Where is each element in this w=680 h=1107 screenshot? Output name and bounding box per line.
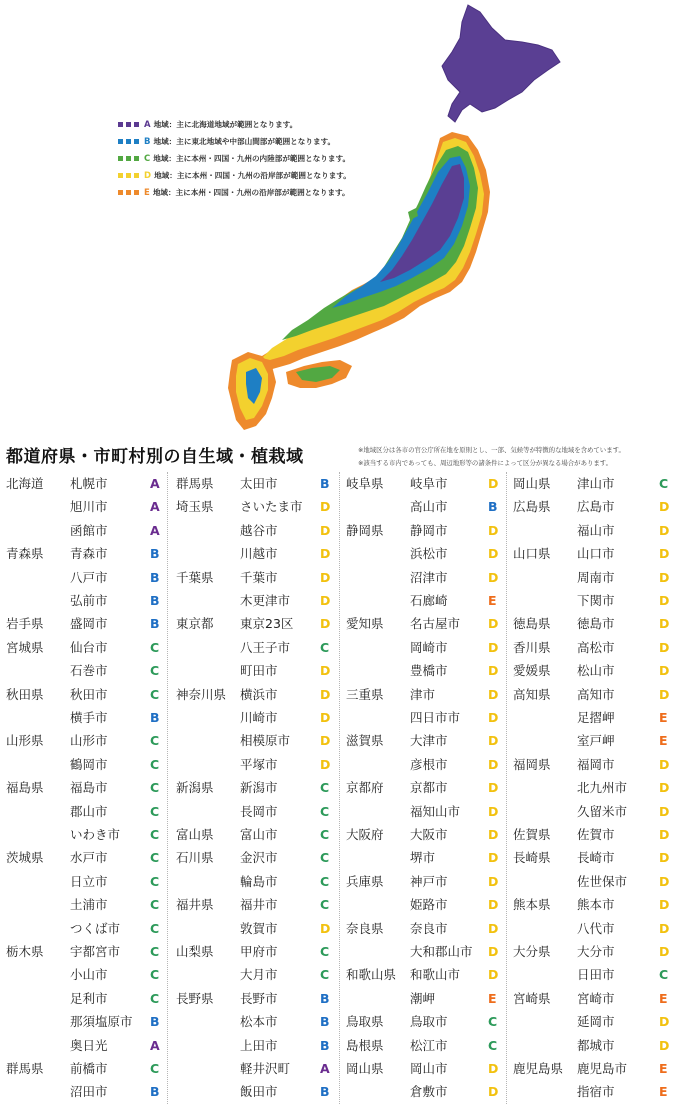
region-code: B	[320, 990, 330, 1006]
page-title: 都道府県・市町村別の自生域・植栽域	[6, 447, 304, 467]
city-name: 久留米市	[577, 803, 628, 819]
region-code: D	[659, 850, 670, 866]
region-code: D	[659, 897, 670, 913]
region-code: C	[150, 756, 160, 772]
legend-code: C	[144, 153, 151, 164]
region-code: B	[488, 499, 498, 515]
region-code: D	[488, 1084, 499, 1100]
city-name: 軽井沢町	[240, 1061, 291, 1076]
legend-item	[118, 184, 351, 201]
prefecture-name: 岡山県	[346, 1061, 384, 1076]
region-code: E	[659, 710, 668, 725]
region-code: A	[150, 522, 160, 538]
city-name: 鳥取市	[410, 1014, 448, 1030]
city-name: 浜松市	[410, 546, 448, 562]
region-code: D	[659, 546, 670, 562]
region-code: D	[320, 593, 331, 608]
city-name: 上田市	[240, 1037, 278, 1053]
city-name: 石廊崎	[410, 593, 448, 608]
region-code: B	[150, 569, 160, 585]
region-code: D	[488, 803, 499, 819]
prefecture-name: 山形県	[6, 733, 44, 749]
prefecture-name: 北海道	[6, 476, 44, 491]
prefecture-name: 広島県	[513, 499, 551, 515]
city-name: 広島市	[577, 499, 615, 515]
region-code: D	[488, 944, 499, 959]
column-divider	[339, 472, 340, 1104]
city-name: 足利市	[70, 990, 108, 1006]
city-name: 青森市	[70, 546, 108, 562]
legend-label: 地域：主に本州・四国・九州の内陸部が範囲となります。	[153, 154, 351, 163]
city-name: 潮岬	[410, 990, 436, 1006]
region-code: A	[320, 1061, 330, 1076]
note-line: ※該当する市内であっても、周辺地形等の諸条件によって区分が異なる場合があります。	[358, 459, 613, 467]
region-code: B	[320, 1084, 330, 1100]
region-code: D	[488, 616, 499, 632]
city-name: 鹿児島市	[577, 1061, 628, 1076]
city-name: 千葉市	[240, 569, 278, 585]
city-name: 沼津市	[410, 569, 448, 585]
region-code: C	[659, 967, 669, 983]
prefecture-name: 秋田県	[6, 686, 44, 702]
region-code: D	[659, 522, 670, 538]
region-code: B	[320, 1014, 330, 1030]
city-name: 山口市	[577, 546, 615, 562]
city-name: 京都市	[410, 780, 448, 796]
city-name: 北九州市	[577, 780, 628, 796]
city-name: 津市	[410, 686, 436, 702]
prefecture-name: 滋賀県	[346, 733, 384, 749]
region-code: D	[659, 569, 670, 585]
city-name: 横浜市	[240, 686, 278, 702]
city-name: 敦賀市	[240, 920, 278, 936]
legend-code: A	[144, 119, 151, 130]
region-code: D	[488, 476, 499, 491]
legend-code: B	[144, 136, 151, 147]
legend-item	[118, 167, 351, 184]
city-name: 豊橋市	[410, 663, 448, 679]
legend-label: 地域：主に東北地域や中部山間部が範囲となります。	[153, 137, 336, 146]
region-code: D	[320, 686, 331, 702]
city-name: 東京23区	[240, 616, 294, 632]
column-divider	[506, 472, 507, 1104]
city-name: 川越市	[240, 546, 278, 562]
city-name: 札幌市	[70, 476, 108, 491]
region-code: C	[150, 1061, 160, 1076]
prefecture-name: 鳥取県	[346, 1014, 384, 1030]
region-code: D	[659, 780, 670, 796]
city-name: 松江市	[410, 1037, 448, 1053]
city-name: 沼田市	[70, 1084, 108, 1100]
region-code: D	[659, 616, 670, 632]
region-code: D	[320, 756, 331, 772]
region-code: C	[150, 827, 160, 842]
city-name: 奥日光	[70, 1037, 108, 1053]
city-name: 弘前市	[70, 593, 108, 608]
city-name: 大阪市	[410, 827, 448, 842]
prefecture-name: 千葉県	[176, 569, 214, 585]
city-name: 大和郡山市	[410, 944, 473, 959]
prefecture-name: 大阪府	[346, 827, 384, 842]
city-name: 延岡市	[577, 1014, 615, 1030]
prefecture-name: 徳島県	[513, 616, 551, 632]
city-name: 郡山市	[70, 803, 108, 819]
notes	[358, 444, 625, 470]
city-name: 仙台市	[70, 639, 108, 655]
prefecture-name: 高知県	[513, 686, 551, 702]
region-code: D	[659, 499, 670, 515]
city-name: 大分市	[577, 944, 615, 959]
city-name: 八戸市	[70, 569, 108, 585]
legend-swatch	[118, 139, 139, 144]
region-code: D	[659, 1037, 670, 1053]
city-name: 福山市	[577, 522, 615, 538]
prefecture-name: 長崎県	[513, 850, 551, 866]
city-name: 姫路市	[410, 897, 448, 913]
legend-swatch	[118, 122, 139, 127]
city-name: 彦根市	[410, 756, 448, 772]
city-name: 高山市	[410, 499, 448, 515]
region-code: B	[150, 1014, 160, 1030]
region-code: D	[320, 499, 331, 515]
prefecture-name: 鹿児島県	[513, 1061, 564, 1076]
city-name: 松山市	[577, 663, 615, 679]
city-name: 徳島市	[577, 616, 615, 632]
region-code: C	[320, 897, 330, 913]
region-code: D	[659, 756, 670, 772]
city-name: 倉敷市	[410, 1084, 448, 1100]
region-code: D	[659, 920, 670, 936]
city-name: 下関市	[577, 593, 615, 608]
city-name: 秋田市	[70, 686, 108, 702]
prefecture-name: 福岡県	[513, 756, 551, 772]
city-name: 木更津市	[240, 593, 291, 608]
legend-label: 地域：主に本州・四国・九州の沿岸部が範囲となります。	[154, 171, 351, 180]
region-code: E	[659, 1084, 668, 1100]
city-name: 那須塩原市	[70, 1014, 133, 1030]
region-code: B	[150, 1084, 160, 1100]
region-code: C	[488, 1014, 498, 1030]
city-name: 輪島市	[240, 873, 278, 889]
prefecture-name: 山梨県	[176, 944, 214, 959]
city-name: 甲府市	[240, 944, 278, 959]
city-name: 山形市	[70, 733, 108, 749]
region-code: D	[488, 710, 499, 725]
region-code: C	[150, 733, 160, 749]
city-name: 福岡市	[577, 756, 615, 772]
region-code: D	[488, 663, 499, 679]
prefecture-name: 長野県	[176, 990, 214, 1006]
region-code: E	[659, 733, 668, 749]
city-name: 越谷市	[240, 522, 278, 538]
region-code: D	[488, 686, 499, 702]
prefecture-name: 石川県	[176, 850, 214, 866]
city-name: 高松市	[577, 639, 615, 655]
prefecture-name: 東京都	[176, 616, 214, 632]
region-code: D	[659, 663, 670, 679]
legend-label: 地域：主に本州・四国・九州の沿岸部が範囲となります。	[152, 188, 350, 197]
city-name: 八王子市	[240, 639, 291, 655]
city-name: 福井市	[240, 897, 278, 913]
city-name: 岡山市	[410, 1061, 448, 1076]
prefecture-name: 栃木県	[6, 944, 44, 959]
column-divider	[167, 472, 168, 1104]
city-name: 宇都宮市	[70, 944, 121, 959]
region-code: A	[150, 1037, 160, 1053]
city-name: 日田市	[577, 967, 615, 983]
city-name: 周南市	[577, 569, 615, 585]
city-name: 岐阜市	[410, 476, 448, 491]
city-name: 函館市	[70, 522, 108, 538]
region-code: D	[320, 522, 331, 538]
city-name: 川崎市	[240, 710, 278, 725]
city-name: 日立市	[70, 873, 108, 889]
region-code: D	[488, 569, 499, 585]
city-name: 津山市	[577, 476, 615, 491]
city-name: 室戸岬	[577, 733, 615, 749]
region-code: D	[488, 1061, 499, 1076]
region-code: D	[659, 593, 670, 608]
region-code: C	[150, 897, 160, 913]
region-code: D	[320, 546, 331, 562]
prefecture-name: 新潟県	[176, 780, 214, 796]
city-name: 福島市	[70, 780, 108, 796]
region-code: D	[659, 639, 670, 655]
region-code: B	[320, 1037, 330, 1053]
region-code: D	[659, 827, 670, 842]
region-code: C	[320, 944, 330, 959]
prefecture-name: 熊本県	[513, 897, 551, 913]
city-name: 鶴岡市	[70, 756, 108, 772]
legend-code: D	[144, 170, 152, 181]
region-code: D	[320, 920, 331, 936]
prefecture-name: 島根県	[346, 1037, 384, 1053]
region-code: C	[150, 803, 160, 819]
region-code: C	[659, 476, 669, 491]
city-name: 町田市	[240, 663, 278, 679]
city-name: 奈良市	[410, 920, 448, 936]
city-name: 足摺岬	[577, 710, 615, 725]
city-name: 長岡市	[240, 803, 278, 819]
prefecture-name: 大分県	[513, 944, 551, 959]
city-name: 指宿市	[577, 1084, 615, 1100]
region-code: A	[150, 499, 160, 515]
region-code: C	[150, 850, 160, 866]
region-code: C	[320, 780, 330, 796]
city-name: 平塚市	[240, 756, 278, 772]
prefecture-name: 埼玉県	[176, 499, 214, 515]
prefecture-name: 奈良県	[346, 920, 384, 936]
city-name: 太田市	[240, 476, 278, 491]
region-code: D	[488, 756, 499, 772]
japan-climate-map	[0, 0, 680, 440]
region-code: D	[488, 522, 499, 538]
city-name: さいたま市	[240, 499, 303, 515]
region-code: D	[320, 616, 331, 632]
legend-swatch	[118, 173, 139, 178]
prefecture-name: 群馬県	[6, 1061, 44, 1076]
region-code: C	[320, 803, 330, 819]
region-code: D	[488, 897, 499, 913]
region-code: D	[488, 780, 499, 796]
city-name: 都城市	[577, 1037, 615, 1053]
prefecture-name: 兵庫県	[346, 873, 384, 889]
city-name: 和歌山市	[410, 967, 461, 983]
city-name: 盛岡市	[70, 616, 108, 632]
region-code: D	[659, 686, 670, 702]
region-code: D	[659, 873, 670, 889]
region-code: D	[659, 803, 670, 819]
city-name: 金沢市	[240, 850, 278, 866]
prefecture-name: 富山県	[176, 827, 214, 842]
region-code: D	[320, 569, 331, 585]
region-code: C	[320, 639, 330, 655]
prefecture-name: 岡山県	[513, 476, 551, 491]
city-name: 小山市	[70, 967, 108, 983]
region-code: C	[150, 780, 160, 796]
city-name: 土浦市	[70, 897, 108, 913]
city-name: 福知山市	[410, 803, 461, 819]
legend-item	[118, 150, 351, 167]
prefecture-name: 香川県	[513, 639, 551, 655]
city-name: 堺市	[410, 850, 436, 866]
region-code: B	[150, 546, 160, 562]
region-code: D	[320, 710, 331, 725]
prefecture-name: 神奈川県	[176, 686, 227, 702]
region-code: B	[150, 616, 160, 632]
map-legend	[118, 116, 351, 201]
city-name: 高知市	[577, 686, 615, 702]
prefecture-name: 三重県	[346, 686, 384, 702]
city-name: 新潟市	[240, 780, 278, 796]
city-name: つくば市	[70, 920, 121, 936]
city-name: 松本市	[240, 1014, 278, 1030]
region-code: C	[150, 967, 160, 983]
prefecture-name: 愛媛県	[513, 663, 551, 679]
city-name: 飯田市	[240, 1084, 278, 1100]
prefecture-name: 京都府	[346, 780, 384, 796]
legend-swatch	[118, 190, 139, 195]
prefecture-name: 茨城県	[6, 850, 44, 866]
legend-label: 地域：主に北海道地域が範囲となります。	[153, 120, 298, 129]
prefecture-name: 宮城県	[6, 639, 44, 655]
city-name: 八代市	[577, 920, 615, 936]
region-code: C	[150, 944, 160, 959]
region-code: C	[320, 827, 330, 842]
region-code: D	[659, 944, 670, 959]
city-name: 佐世保市	[577, 873, 628, 889]
city-name: 横手市	[70, 710, 108, 725]
region-code: C	[150, 663, 160, 679]
region-code: C	[320, 850, 330, 866]
region-code: D	[488, 920, 499, 936]
region-code: B	[150, 593, 160, 608]
region-code: E	[659, 990, 668, 1006]
city-name: 佐賀市	[577, 827, 615, 842]
region-code: B	[150, 710, 160, 725]
japan-map-area	[0, 0, 680, 440]
region-code: C	[488, 1037, 498, 1053]
city-name: 大津市	[410, 733, 448, 749]
prefecture-name: 青森県	[6, 546, 44, 562]
region-code: D	[488, 967, 499, 983]
region-code: C	[150, 686, 160, 702]
region-code: D	[488, 546, 499, 562]
region-code: D	[488, 639, 499, 655]
region-code: C	[320, 873, 330, 889]
region-code: D	[320, 663, 331, 679]
hokkaido-shape	[442, 5, 560, 122]
region-code: E	[488, 990, 497, 1006]
prefecture-name: 群馬県	[176, 476, 214, 491]
region-code: A	[150, 476, 160, 491]
region-code: C	[150, 920, 160, 936]
prefecture-name: 岐阜県	[346, 476, 384, 491]
prefecture-name: 福井県	[176, 897, 214, 913]
note-line: ※地域区分は各市の官公庁所在地を原則とし、一部、気候等が特徴的な地域を含めています。	[358, 446, 625, 454]
prefecture-name: 愛知県	[346, 616, 384, 632]
city-name: 富山市	[240, 827, 278, 842]
region-code: D	[320, 733, 331, 749]
legend-item	[118, 133, 351, 150]
region-code: E	[659, 1061, 668, 1076]
city-name: 大月市	[240, 967, 278, 983]
city-name: 四日市市	[410, 710, 461, 725]
region-code: D	[488, 850, 499, 866]
prefecture-name: 静岡県	[346, 522, 384, 538]
prefecture-name: 岩手県	[6, 616, 44, 632]
legend-item	[118, 116, 351, 133]
legend-swatch	[118, 156, 139, 161]
region-code: B	[320, 476, 330, 491]
city-name: 相模原市	[240, 733, 291, 749]
city-name: 長野市	[240, 990, 278, 1006]
city-name: 静岡市	[410, 522, 448, 538]
prefecture-name: 山口県	[513, 546, 551, 562]
city-name: 熊本市	[577, 897, 615, 913]
prefecture-name: 福島県	[6, 780, 44, 796]
legend-code: E	[144, 187, 150, 198]
region-code: D	[488, 873, 499, 889]
prefecture-name: 佐賀県	[513, 827, 551, 842]
city-name: 岡崎市	[410, 639, 448, 655]
region-code: D	[488, 827, 499, 842]
city-name: 水戸市	[70, 850, 108, 866]
region-code: D	[659, 1014, 670, 1030]
region-code: C	[150, 873, 160, 889]
city-name: いわき市	[70, 827, 121, 842]
city-name: 宮崎市	[577, 990, 615, 1006]
city-name: 神戸市	[410, 873, 448, 889]
region-code: E	[488, 593, 497, 608]
city-name: 旭川市	[70, 499, 108, 515]
city-name: 前橋市	[70, 1061, 108, 1076]
city-name: 名古屋市	[410, 616, 461, 632]
prefecture-name: 和歌山県	[346, 967, 397, 983]
region-code: C	[150, 639, 160, 655]
region-code: C	[320, 967, 330, 983]
region-code: D	[488, 733, 499, 749]
city-name: 長崎市	[577, 850, 615, 866]
region-code: C	[150, 990, 160, 1006]
prefecture-name: 宮崎県	[513, 990, 551, 1006]
city-name: 石巻市	[70, 663, 108, 679]
